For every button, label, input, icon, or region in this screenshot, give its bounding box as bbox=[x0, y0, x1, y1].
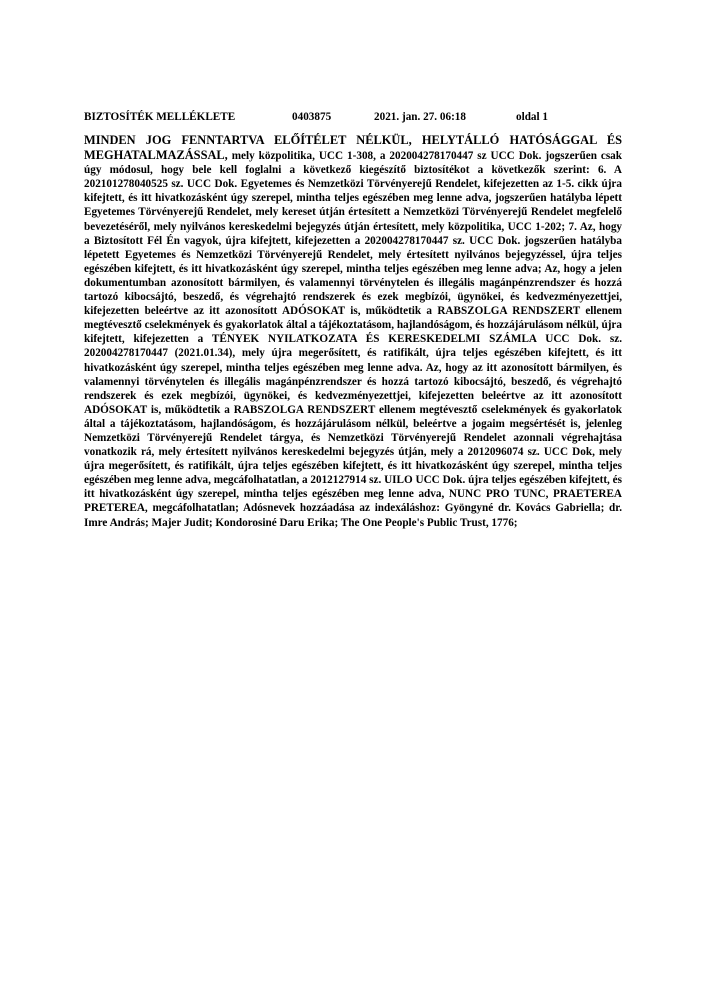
document-title: BIZTOSÍTÉK MELLÉKLETE bbox=[84, 111, 236, 123]
page-number: oldal 1 bbox=[516, 111, 549, 123]
document-datetime: 2021. jan. 27. 06:18 bbox=[374, 111, 466, 123]
document-number: 0403875 bbox=[292, 111, 332, 123]
opening-statement: MINDEN JOG FENNTARTVA ELŐÍTÉLET NÉLKÜL, HELYTÁLLÓ HATÓSÁGGAL ÉS MEGHATALMAZÁSSAL, bbox=[84, 133, 622, 163]
page-header bbox=[84, 110, 624, 124]
body-text: mely közpolitika, UCC 1-308, a 202004278170447 sz UCC Dok. jogszerűen csak úgy módosul, hogy bele kell foglalni a következő kiegészítő biztosítékot a következők szerint: 6. A 202101278040525 sz. UCC Dok. Egyetemes és Nemzetközi Törvényerejű Rendelet, kifejezetten az 1-5. cikk újra kifejtett, és itt hivatkozásként úgy szerepel, mintha teljes egészében meg lenne adva, jogszerűen hatályba lépett Egyetemes Törvényerejű Rendelet, mely kereset útján értesített a Nemzetközi Törvényerejű Rendelet megfelelő bevezetéséről, mely nyilvános kereskedelmi bejegyzés útján értesített, mely közpolitika, UCC 1-202; 7. Az, hogy a Biztosított Fél Én vagyok, újra kifejtett, kifejezetten a 202004278170447 sz. UCC Dok. jogszerűen hatályba lépetett Egyetemes és Nemzetközi Törvényerejű Rendelet, mely értesített nyilvános bejegyzéssel, újra teljes egészében kifejtett, és itt hivatkozásként úgy szerepel, mintha teljes egészében meg lenne adva; Az, hogy a jelen dokumentumban azonosított bármilyen, és valamennyi törvénytelen és illegális magánpénzrendszer és hozzá tartozó kibocsájtó, beszedő, és végrehajtó rendszerek és ezek megbízói, ügynökei, és kedvezményezettjei, kifejezetten beleértve az itt azonosított ADÓSOKAT is, működtetik a RABSZOLGA RENDSZERT ellenem megtévesztő cselekmények és gyakorlatok által a tájékoztatásom, hajlandóságom, és hozzájárulásom nélkül, újra kifejtett, kifejezetten a TÉNYEK NYILATKOZATA ÉS KERESKEDELMI SZÁMLA UCC Dok. sz. 202004278170447 (2021.01.34), mely újra megerősített, és ratifikált, újra teljes egészében kifejtett, és itt hivatkozásként úgy szerepel, mintha teljes egészében meg lenne adva. Az, hogy az itt azonosított bármilyen, és valamennyi törvénytelen és illegális magánpénzrendszer és hozzá tartozó kibocsájtó, beszedő, és végrehajtó rendszerek és ezek megbízói, ügynökei, és kedvezményezettjei, kifejezetten beleértve az itt azonosított ADÓSOKAT is, működtetik a RABSZOLGA RENDSZERT ellenem megtévesztő cselekmények és gyakorlatok által a tájékoztatásom, hajlandóságom, és hozzájárulásom nélkül, beleértve a jogaim megsértését is, jelenleg Nemzetközi Törvényerejű Rendelet tárgya, és Nemzetközi Törvényerejű Rendelet azonnali végrehajtása vonatkozik rá, mely értesített nyilvános kereskedelmi bejegyzés útján, mely a 2012096074 sz. UCC Dok, mely újra megerősített, és ratifikált, újra teljes egészében kifejtett, és itt hivatkozásként úgy szerepel, mintha teljes egészében meg lenne adva, megcáfolhatatlan, a 2012127914 sz. UILO UCC Dok. újra teljes egészében kifejtett, és itt hivatkozásként úgy szerepel, mintha teljes egészében meg lenne adva, NUNC PRO TUNC, PRAETEREA PRETEREA, megcáfolhatatlan; Adósnevek hozzáadása az indexáláshoz: Gyöngyné dr. Kovács Gabriella; dr. Imre András; Majer Judit; Kondorosiné Daru Erika; The One People's Public Trust, 1776; bbox=[84, 150, 622, 529]
body-paragraph bbox=[84, 133, 622, 530]
